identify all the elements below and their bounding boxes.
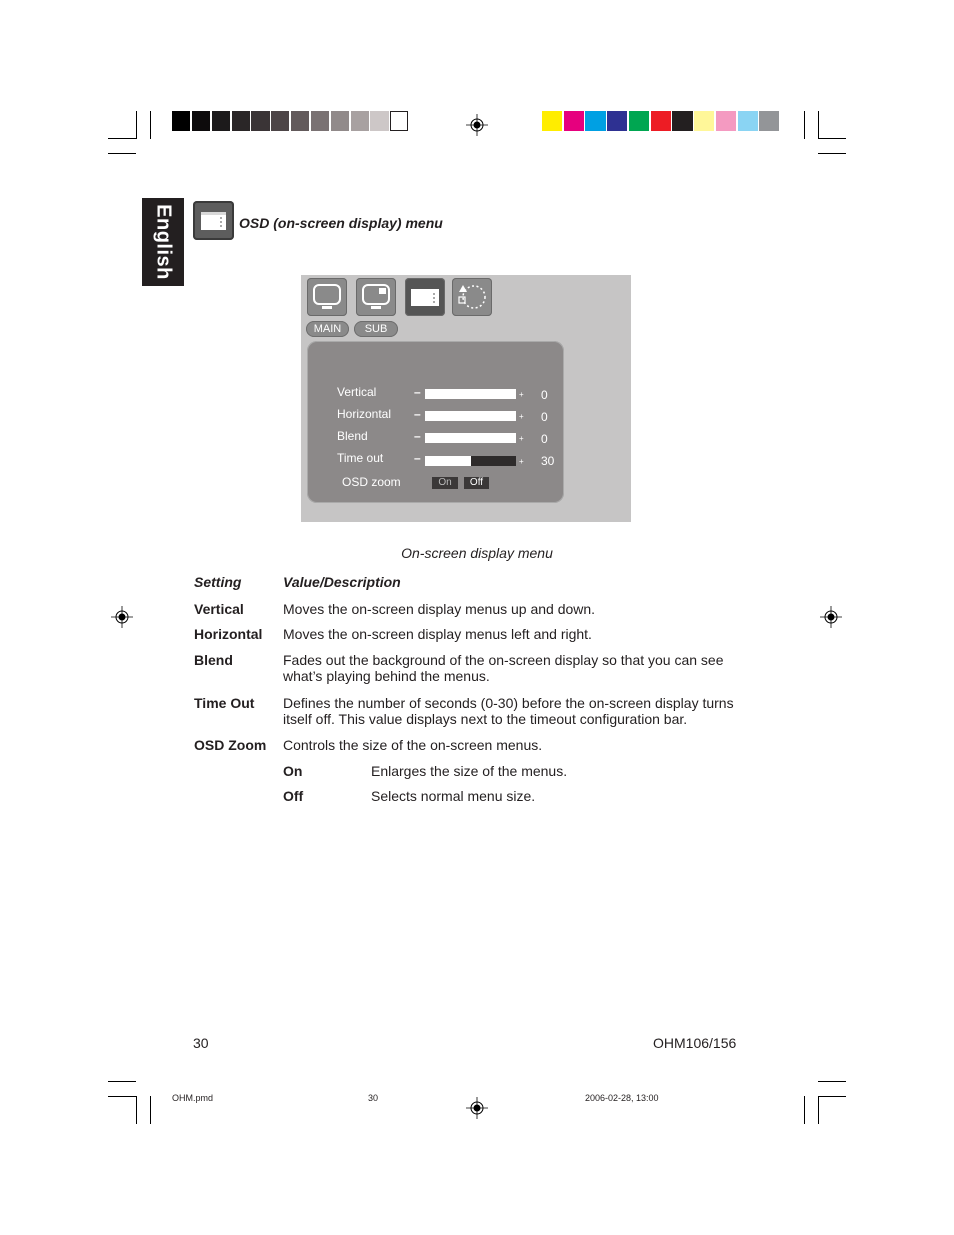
slug-timestamp: 2006-02-28, 13:00 [585,1093,659,1103]
setting-term: OSD Zoom [194,737,267,753]
osd-slider-track [425,411,516,421]
crop-mark [108,1096,136,1097]
osd-tab-pip [356,278,396,316]
crop-mark [108,138,136,139]
registration-mark-icon [820,606,842,628]
registration-mark-icon [466,114,488,136]
slug-file: OHM.pmd [172,1093,214,1103]
color-swatch [672,111,692,131]
osd-zoom-on: On [432,477,458,489]
column-header-setting: Setting [194,574,242,590]
crop-mark [818,1096,819,1124]
osd-pill-sub: SUB [354,321,398,337]
osd-slider-track [425,389,516,399]
zoom-option-term: On [283,763,303,779]
color-bar [542,111,781,131]
crop-mark [818,153,846,154]
grayscale-bar [172,111,410,131]
color-swatch [390,111,408,131]
minus-icon: – [414,407,421,421]
setting-term: Blend [194,652,233,668]
color-swatch [271,111,289,131]
color-swatch [370,111,388,131]
crop-mark [150,1096,151,1124]
color-swatch [351,111,369,131]
color-swatch [232,111,250,131]
registration-mark-icon [111,606,133,628]
zoom-option-description: Enlarges the size of the menus. [371,763,568,779]
color-swatch [172,111,190,131]
color-swatch [629,111,649,131]
zoom-option-term: Off [283,788,304,804]
color-swatch [542,111,562,131]
osd-zoom-off: Off [464,477,489,489]
crop-mark [150,111,151,139]
osd-zoom-label: OSD zoom [342,475,401,489]
color-swatch [759,111,779,131]
color-swatch [738,111,758,131]
osd-slider-value: 0 [541,432,548,446]
color-swatch [607,111,627,131]
osd-pill-main: MAIN [306,321,349,337]
setting-description: Moves the on-screen display menus left and right. [283,626,592,642]
crop-mark [108,153,136,154]
crop-mark [136,111,137,139]
osd-slider-value: 0 [541,410,548,424]
minus-icon: – [414,385,421,399]
osd-slider-track [425,433,516,443]
color-swatch [251,111,269,131]
osd-settings-panel [307,341,564,503]
crop-mark [818,138,846,139]
color-swatch [585,111,605,131]
osd-slider-fill [425,411,516,421]
crop-mark [818,1081,846,1082]
crop-mark [818,1096,846,1097]
setting-term: Horizontal [194,626,263,642]
osd-slider-label: Blend [337,429,368,443]
osd-slider-label: Horizontal [337,407,392,421]
color-swatch [331,111,349,131]
color-swatch [291,111,309,131]
section-title: OSD (on-screen display) menu [239,215,443,231]
setting-term: Time Out [194,695,255,711]
color-swatch [311,111,329,131]
osd-slider-fill [425,389,516,399]
color-swatch [651,111,671,131]
figure-caption: On-screen display menu [401,545,553,561]
registration-mark-icon [466,1097,488,1119]
slug-page: 30 [368,1093,379,1103]
picture-icon [307,278,347,316]
color-swatch [716,111,736,131]
osd-menu-icon [193,201,234,240]
language-tab-label: English [152,204,175,280]
osd-slider-label: Vertical [337,385,377,399]
plus-icon: + [519,434,524,443]
osd-slider-value: 0 [541,388,548,402]
crop-mark [108,1081,136,1082]
osd-slider-fill [425,433,516,443]
minus-icon: – [414,451,421,465]
pip-icon [356,278,396,316]
language-tab [142,198,184,286]
crop-mark [136,1096,137,1124]
osd-tab-osd [405,278,445,316]
crop-mark [804,1096,805,1124]
setting-description: Moves the on-screen display menus up and down. [283,601,596,617]
setting-description: Fades out the background of the on-screen display so that you can see what’s playing behind the menus. [283,652,724,684]
setting-term: Vertical [194,601,244,617]
plus-icon: + [519,457,524,466]
osd-menu-icon [405,278,445,316]
setting-description: Controls the size of the on-screen menus. [283,737,543,753]
osd-tab-setup [452,278,492,316]
column-header-value: Value/Description [283,574,401,590]
osd-slider-value: 30 [541,454,555,468]
color-swatch [694,111,714,131]
color-swatch [564,111,584,131]
crop-mark [818,111,819,139]
osd-menu-illustration [301,275,631,522]
crop-mark [804,111,805,139]
plus-icon: + [519,390,524,399]
zoom-option-description: Selects normal menu size. [371,788,536,804]
osd-slider-track [425,456,516,466]
model-number: OHM106/156 [653,1035,737,1051]
minus-icon: – [414,429,421,443]
setup-icon [452,278,492,316]
setting-description: Defines the number of seconds (0-30) before the on-screen display turns itself off. This value displays next to the timeout configuration bar. [283,695,734,727]
color-swatch [212,111,230,131]
osd-tab-picture [307,278,347,316]
osd-slider-fill [425,456,471,466]
osd-slider-label: Time out [337,451,384,465]
page-number: 30 [193,1035,209,1051]
plus-icon: + [519,412,524,421]
color-swatch [192,111,210,131]
